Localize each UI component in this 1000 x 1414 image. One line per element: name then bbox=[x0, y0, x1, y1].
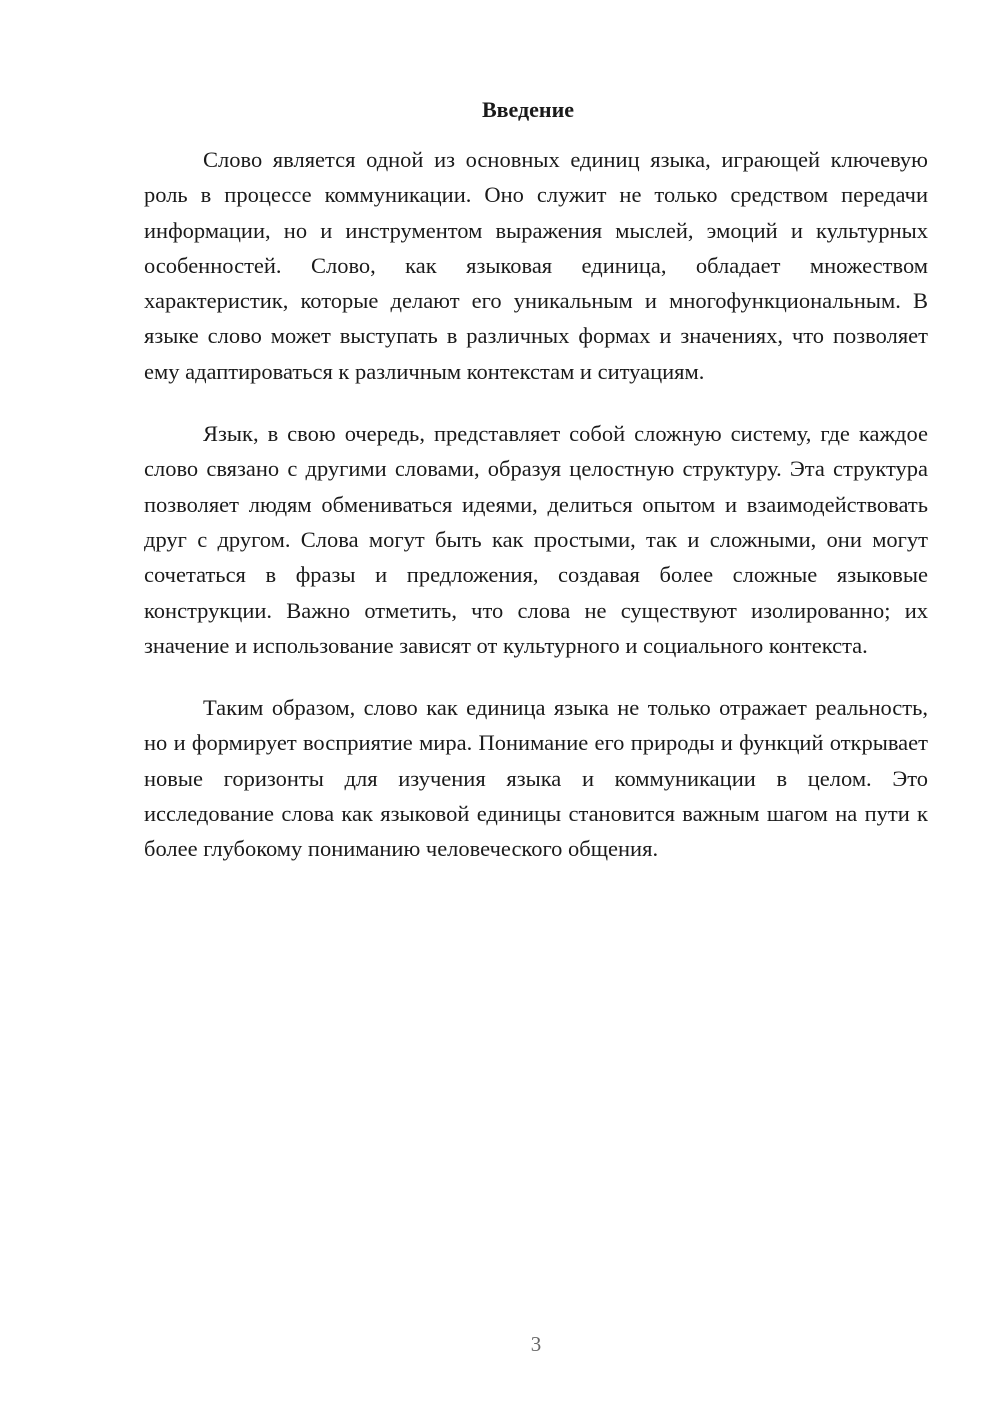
paragraph-3: Таким образом, слово как единица языка не только отражает реальность, но и формирует восприятие мира. Понимание его природы и функций открывает новые горизонты для изучения языка и коммуникации в целом. Это исследование слова как языковой единицы становится важным шагом на пути к более глубокому пониманию человеческого общения. bbox=[144, 695, 928, 862]
page-content bbox=[144, 92, 928, 894]
paragraph-1: Слово является одной из основных единиц языка, играющей ключевую роль в процессе коммуникации. Оно служит не только средством передачи информации, но и инструментом выражения мыслей, эмоций и культурных особенностей. Слово, как языковая единица, обладает множеством характеристик, которые делают его уникальным и многофункциональным. В языке слово может выступать в различных формах и значениях, что позволяет ему адаптироваться к различным контекстам и ситуациям. bbox=[144, 147, 928, 384]
page-number: 3 bbox=[530, 1332, 542, 1356]
section-title: Введение bbox=[481, 97, 575, 122]
paragraph-2: Язык, в свою очередь, представляет собой сложную систему, где каждое слово связано с другими словами, образуя целостную структуру. Эта структура позволяет людям обмениваться идеями, делиться опытом и взаимодействовать друг с другом. Слова могут быть как простыми, так и сложными, они могут сочетаться в фразы и предложения, создавая более сложные языковые конструкции. Важно отметить, что слова не существуют изолированно; их значение и использование зависят от культурного и социального контекста. bbox=[144, 421, 928, 658]
